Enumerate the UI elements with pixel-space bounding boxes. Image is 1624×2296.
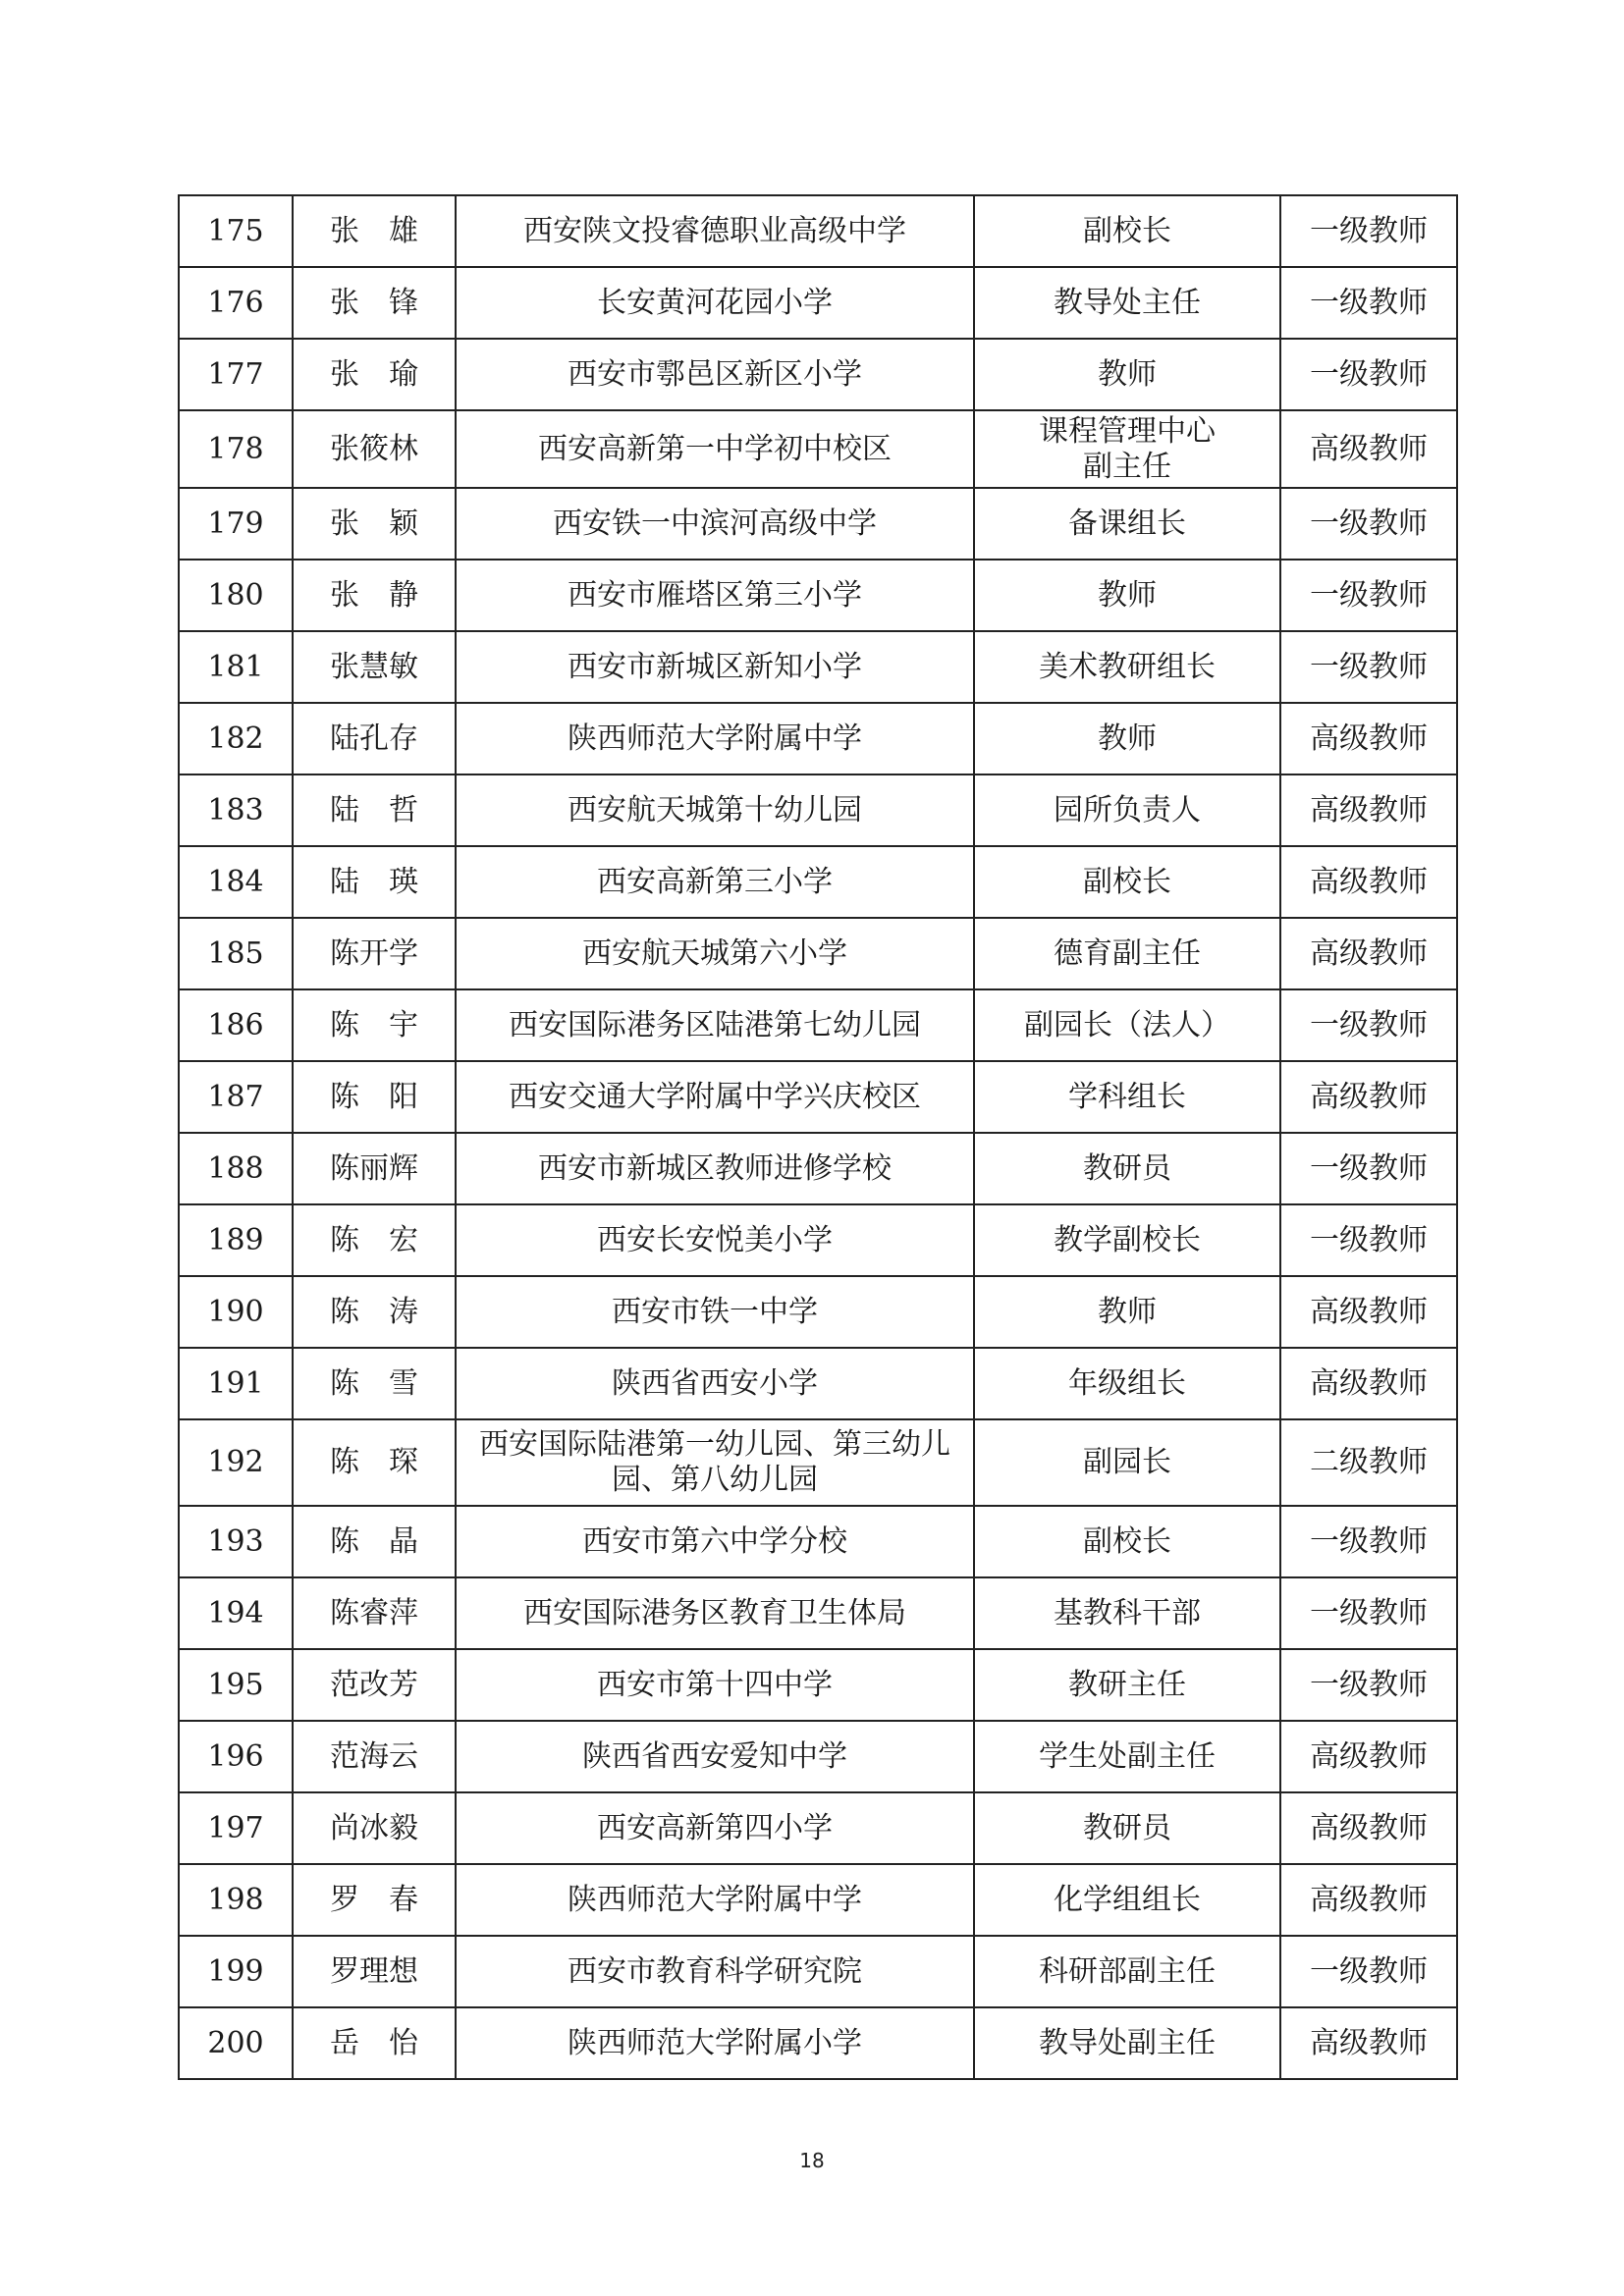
person-name: 陈 晶 <box>293 1506 456 1577</box>
table-row <box>179 1061 1457 1133</box>
organization: 西安长安悦美小学 <box>456 1204 974 1276</box>
organization: 西安航天城第六小学 <box>456 918 974 989</box>
professional-title: 一级教师 <box>1280 195 1457 267</box>
organization: 陕西师范大学附属中学 <box>456 703 974 774</box>
position: 德育副主任 <box>974 918 1280 989</box>
page-number: 18 <box>799 2149 825 2172</box>
position: 副校长 <box>974 846 1280 918</box>
organization: 西安高新第四小学 <box>456 1792 974 1864</box>
organization: 陕西省西安爱知中学 <box>456 1721 974 1792</box>
position: 教研员 <box>974 1133 1280 1204</box>
professional-title: 高级教师 <box>1280 774 1457 846</box>
row-number: 178 <box>179 410 293 488</box>
professional-title: 一级教师 <box>1280 560 1457 631</box>
organization: 西安市第六中学分校 <box>456 1506 974 1577</box>
row-number: 200 <box>179 2007 293 2079</box>
position: 教导处副主任 <box>974 2007 1280 2079</box>
professional-title: 二级教师 <box>1280 1419 1457 1506</box>
table-row <box>179 1577 1457 1649</box>
position: 教研员 <box>974 1792 1280 1864</box>
table-row <box>179 1936 1457 2007</box>
position: 教导处主任 <box>974 267 1280 339</box>
organization: 西安国际陆港第一幼儿园、第三幼儿 园、第八幼儿园 <box>456 1419 974 1506</box>
table-row <box>179 339 1457 410</box>
organization: 陕西省西安小学 <box>456 1348 974 1419</box>
person-name: 陈 宇 <box>293 989 456 1061</box>
position: 教学副校长 <box>974 1204 1280 1276</box>
table-row <box>179 631 1457 703</box>
row-number: 199 <box>179 1936 293 2007</box>
organization: 西安市鄠邑区新区小学 <box>456 339 974 410</box>
person-name: 张 颖 <box>293 488 456 560</box>
row-number: 189 <box>179 1204 293 1276</box>
position: 副园长（法人） <box>974 989 1280 1061</box>
person-name: 尚冰毅 <box>293 1792 456 1864</box>
position: 教师 <box>974 339 1280 410</box>
professional-title: 高级教师 <box>1280 918 1457 989</box>
row-number: 180 <box>179 560 293 631</box>
table-row <box>179 703 1457 774</box>
table-row <box>179 989 1457 1061</box>
position: 科研部副主任 <box>974 1936 1280 2007</box>
professional-title: 一级教师 <box>1280 488 1457 560</box>
row-number: 195 <box>179 1649 293 1721</box>
organization: 西安铁一中滨河高级中学 <box>456 488 974 560</box>
roster-body <box>179 195 1457 2079</box>
table-row <box>179 1348 1457 1419</box>
table-row <box>179 2007 1457 2079</box>
row-number: 188 <box>179 1133 293 1204</box>
person-name: 张慧敏 <box>293 631 456 703</box>
row-number: 191 <box>179 1348 293 1419</box>
row-number: 183 <box>179 774 293 846</box>
professional-title: 一级教师 <box>1280 1936 1457 2007</box>
row-number: 192 <box>179 1419 293 1506</box>
organization: 陕西师范大学附属小学 <box>456 2007 974 2079</box>
row-number: 182 <box>179 703 293 774</box>
position: 教师 <box>974 560 1280 631</box>
organization: 西安市新城区教师进修学校 <box>456 1133 974 1204</box>
person-name: 张 雄 <box>293 195 456 267</box>
person-name: 陈 宏 <box>293 1204 456 1276</box>
professional-title: 一级教师 <box>1280 1204 1457 1276</box>
person-name: 陈 涛 <box>293 1276 456 1348</box>
row-number: 190 <box>179 1276 293 1348</box>
roster-table <box>178 194 1458 2080</box>
table-row <box>179 267 1457 339</box>
row-number: 177 <box>179 339 293 410</box>
person-name: 张 静 <box>293 560 456 631</box>
professional-title: 一级教师 <box>1280 989 1457 1061</box>
organization: 长安黄河花园小学 <box>456 267 974 339</box>
table-row <box>179 488 1457 560</box>
table-row <box>179 195 1457 267</box>
professional-title: 高级教师 <box>1280 2007 1457 2079</box>
table-row <box>179 1864 1457 1936</box>
row-number: 194 <box>179 1577 293 1649</box>
row-number: 175 <box>179 195 293 267</box>
person-name: 陆 瑛 <box>293 846 456 918</box>
professional-title: 一级教师 <box>1280 267 1457 339</box>
table-row <box>179 1649 1457 1721</box>
person-name: 范改芳 <box>293 1649 456 1721</box>
table-row <box>179 560 1457 631</box>
person-name: 陈 阳 <box>293 1061 456 1133</box>
professional-title: 高级教师 <box>1280 1276 1457 1348</box>
table-row <box>179 1419 1457 1506</box>
row-number: 198 <box>179 1864 293 1936</box>
professional-title: 一级教师 <box>1280 1506 1457 1577</box>
row-number: 196 <box>179 1721 293 1792</box>
position: 副校长 <box>974 1506 1280 1577</box>
professional-title: 高级教师 <box>1280 846 1457 918</box>
professional-title: 高级教师 <box>1280 1061 1457 1133</box>
professional-title: 高级教师 <box>1280 1721 1457 1792</box>
row-number: 197 <box>179 1792 293 1864</box>
person-name: 张 锋 <box>293 267 456 339</box>
person-name: 陆 哲 <box>293 774 456 846</box>
row-number: 179 <box>179 488 293 560</box>
person-name: 罗 春 <box>293 1864 456 1936</box>
table-row <box>179 1204 1457 1276</box>
person-name: 范海云 <box>293 1721 456 1792</box>
row-number: 186 <box>179 989 293 1061</box>
position: 副园长 <box>974 1419 1280 1506</box>
person-name: 陆孔存 <box>293 703 456 774</box>
table-row <box>179 1506 1457 1577</box>
person-name: 陈开学 <box>293 918 456 989</box>
row-number: 181 <box>179 631 293 703</box>
professional-title: 一级教师 <box>1280 1577 1457 1649</box>
table-row <box>179 846 1457 918</box>
table-row <box>179 774 1457 846</box>
organization: 西安市新城区新知小学 <box>456 631 974 703</box>
row-number: 176 <box>179 267 293 339</box>
professional-title: 高级教师 <box>1280 703 1457 774</box>
professional-title: 高级教师 <box>1280 1348 1457 1419</box>
person-name: 陈丽辉 <box>293 1133 456 1204</box>
position: 备课组长 <box>974 488 1280 560</box>
organization: 西安市铁一中学 <box>456 1276 974 1348</box>
professional-title: 一级教师 <box>1280 631 1457 703</box>
organization: 西安国际港务区陆港第七幼儿园 <box>456 989 974 1061</box>
organization: 西安高新第三小学 <box>456 846 974 918</box>
position: 基教科干部 <box>974 1577 1280 1649</box>
position: 课程管理中心 副主任 <box>974 410 1280 488</box>
position: 教师 <box>974 703 1280 774</box>
table-row <box>179 410 1457 488</box>
row-number: 193 <box>179 1506 293 1577</box>
organization: 西安市第十四中学 <box>456 1649 974 1721</box>
row-number: 187 <box>179 1061 293 1133</box>
table-row <box>179 918 1457 989</box>
professional-title: 高级教师 <box>1280 1864 1457 1936</box>
professional-title: 一级教师 <box>1280 1649 1457 1721</box>
person-name: 陈 雪 <box>293 1348 456 1419</box>
table-row <box>179 1721 1457 1792</box>
position: 美术教研组长 <box>974 631 1280 703</box>
organization: 陕西师范大学附属中学 <box>456 1864 974 1936</box>
person-name: 岳 怡 <box>293 2007 456 2079</box>
organization: 西安交通大学附属中学兴庆校区 <box>456 1061 974 1133</box>
position: 教研主任 <box>974 1649 1280 1721</box>
row-number: 184 <box>179 846 293 918</box>
person-name: 罗理想 <box>293 1936 456 2007</box>
position: 学生处副主任 <box>974 1721 1280 1792</box>
professional-title: 高级教师 <box>1280 410 1457 488</box>
position: 教师 <box>974 1276 1280 1348</box>
position: 学科组长 <box>974 1061 1280 1133</box>
organization: 西安航天城第十幼儿园 <box>456 774 974 846</box>
table-row <box>179 1276 1457 1348</box>
position: 副校长 <box>974 195 1280 267</box>
organization: 西安市雁塔区第三小学 <box>456 560 974 631</box>
position: 园所负责人 <box>974 774 1280 846</box>
professional-title: 高级教师 <box>1280 1792 1457 1864</box>
organization: 西安市教育科学研究院 <box>456 1936 974 2007</box>
person-name: 陈 琛 <box>293 1419 456 1506</box>
position: 年级组长 <box>974 1348 1280 1419</box>
organization: 西安陕文投睿德职业高级中学 <box>456 195 974 267</box>
professional-title: 一级教师 <box>1280 1133 1457 1204</box>
table-row <box>179 1133 1457 1204</box>
organization: 西安国际港务区教育卫生体局 <box>456 1577 974 1649</box>
professional-title: 一级教师 <box>1280 339 1457 410</box>
table-row <box>179 1792 1457 1864</box>
organization: 西安高新第一中学初中校区 <box>456 410 974 488</box>
person-name: 张筱林 <box>293 410 456 488</box>
row-number: 185 <box>179 918 293 989</box>
person-name: 陈睿萍 <box>293 1577 456 1649</box>
person-name: 张 瑜 <box>293 339 456 410</box>
position: 化学组组长 <box>974 1864 1280 1936</box>
